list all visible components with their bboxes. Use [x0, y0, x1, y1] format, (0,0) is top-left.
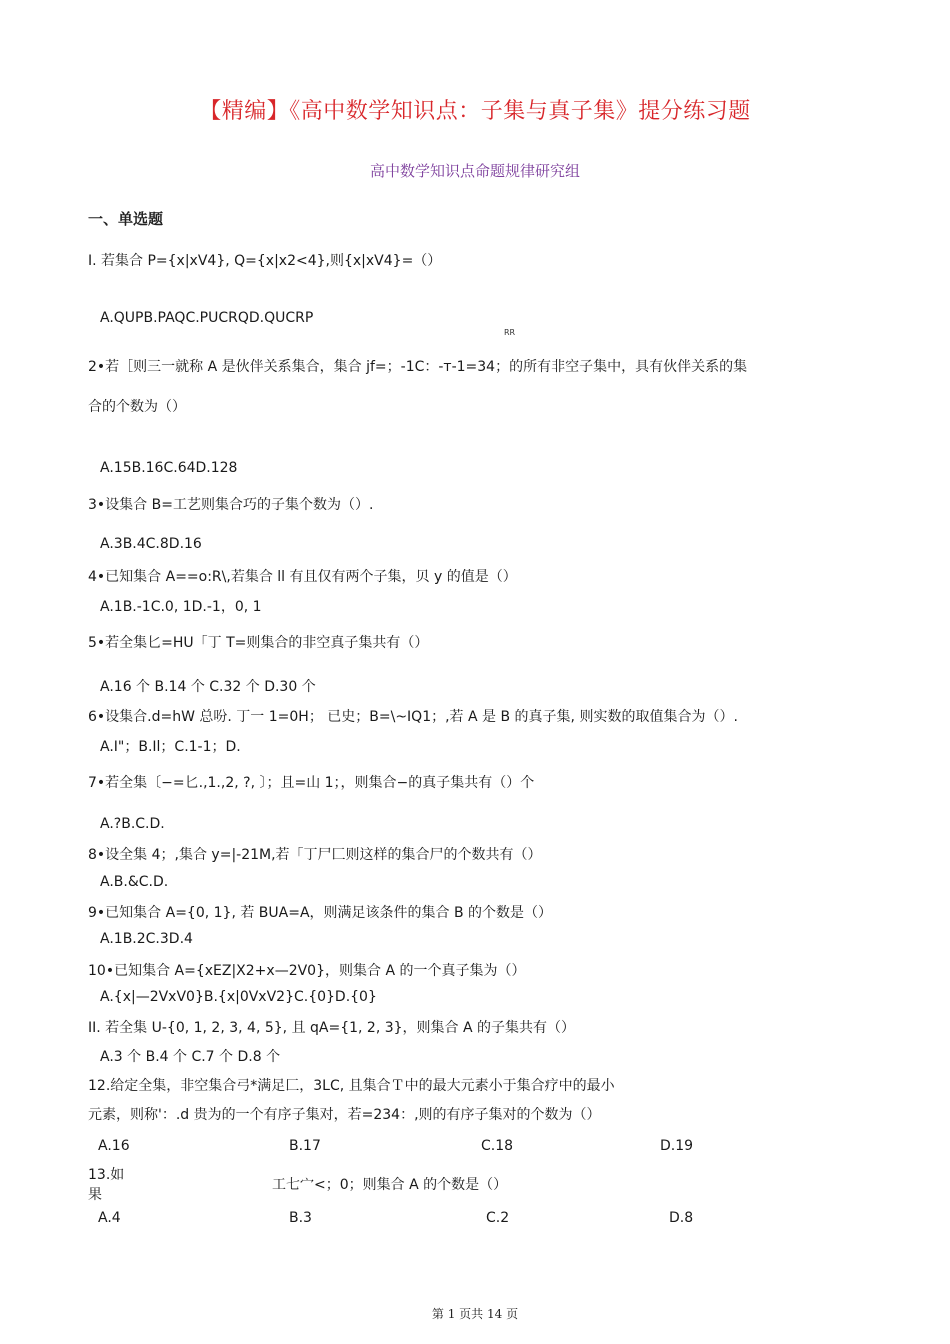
question-11-stem: II. 若全集 U-{0, 1, 2, 3, 4, 5}, 且 qA={1, 2, 3}，则集合 A 的子集共有（）: [88, 1020, 576, 1036]
question-13-option-a: A.4: [98, 1210, 121, 1226]
question-7-stem: 7•若全集〔−=匕.,1.,2, ?, 〕；且=山 1；，则集合−的真子集共有（）个: [88, 775, 535, 791]
question-1-options: A.QUPB.PAQC.PUCRQD.QUCRP: [100, 310, 314, 326]
question-1-stem: I. 若集合 P={x|xV4}, Q={x|x2<4},则{x|xV4}=（）: [88, 253, 442, 269]
question-3-options: A.3B.4C.8D.16: [100, 536, 202, 552]
document-title: 【精编】《高中数学知识点：子集与真子集》提分练习题: [199, 99, 751, 124]
question-2-stem-cont: 合的个数为（）: [88, 399, 186, 415]
question-2-stem: 2•若［则三一就称 A 是伙伴关系集合，集合 jf=；-1C：-т-1=34；的所有非空子集中，具有伙伴关系的集: [88, 359, 748, 375]
question-4-stem: 4•已知集合 A==o:R\,若集合 ll 有且仅有两个子集，贝 y 的值是（）: [88, 569, 517, 585]
question-8-stem: 8•设全集 4；,集合 y=|-21M,若「丁尸匚则这样的集合尸的个数共有（）: [88, 847, 542, 863]
question-13-label-cont: 果: [88, 1187, 102, 1203]
question-12-stem: 12.给定全集，非空集合弓*满足匚，3LC, 且集合Ｔ中的最大元素小于集合疗中的最小: [88, 1078, 615, 1094]
question-6-options: A.I"；B.Il；C.1-1；D.: [100, 739, 241, 755]
question-13-label: 13.如: [88, 1167, 125, 1183]
question-8-options: A.B.&C.D.: [100, 874, 169, 890]
question-1-note: RR: [504, 328, 516, 337]
question-13-option-c: C.2: [486, 1210, 510, 1226]
question-10-options: A.{x|—2VxV0}B.{x|0VxV2}C.{0}D.{0}: [100, 989, 377, 1005]
section-heading: 一、单选题: [88, 210, 164, 228]
question-4-options: A.1B.-1C.0, 1D.-1，0, 1: [100, 599, 262, 615]
question-12-option-d: D.19: [660, 1138, 694, 1154]
question-7-options: A.?B.C.D.: [100, 816, 165, 832]
question-6-stem: 6•设集合.d=hW 总吩. 丁一 1=0H； 已史；B=\~IQ1；,若 A 是 B 的真子集, 则实数的取值集合为（）.: [88, 709, 738, 725]
page-footer: 第 1 页共 14 页: [431, 1307, 519, 1321]
question-11-options: A.3 个 B.4 个 C.7 个 D.8 个: [100, 1049, 281, 1065]
question-12-option-c: C.18: [481, 1138, 514, 1154]
question-2-options: A.15B.16C.64D.128: [100, 460, 238, 476]
question-13-option-b: B.3: [289, 1210, 312, 1226]
question-5-stem: 5•若全集匕=HU「丁 T=则集合的非空真子集共有（）: [88, 635, 429, 651]
question-5-options: A.16 个 B.14 个 C.32 个 D.30 个: [100, 679, 316, 695]
question-13-stem: 工七宀<；0；则集合 A 的个数是（）: [272, 1177, 508, 1193]
question-13-option-d: D.8: [669, 1210, 694, 1226]
question-9-options: A.1B.2C.3D.4: [100, 931, 193, 947]
question-10-stem: 10•已知集合 A={xEZ|X2+x—2V0}，则集合 A 的一个真子集为（）: [88, 963, 526, 979]
question-12-option-b: B.17: [289, 1138, 321, 1154]
question-12-option-a: A.16: [98, 1138, 130, 1154]
document-subtitle: 高中数学知识点命题规律研究组: [369, 162, 580, 180]
question-3-stem: 3•设集合 B=工艺则集合巧的子集个数为（）.: [88, 497, 374, 513]
question-9-stem: 9•已知集合 A={0, 1}, 若 BUA=A，则满足该条件的集合 B 的个数是（）: [88, 905, 553, 921]
question-12-stem-cont: 元素，则称'：.d 贵为的一个有序子集对，若=234：,则的有序子集对的个数为（）: [88, 1107, 601, 1123]
